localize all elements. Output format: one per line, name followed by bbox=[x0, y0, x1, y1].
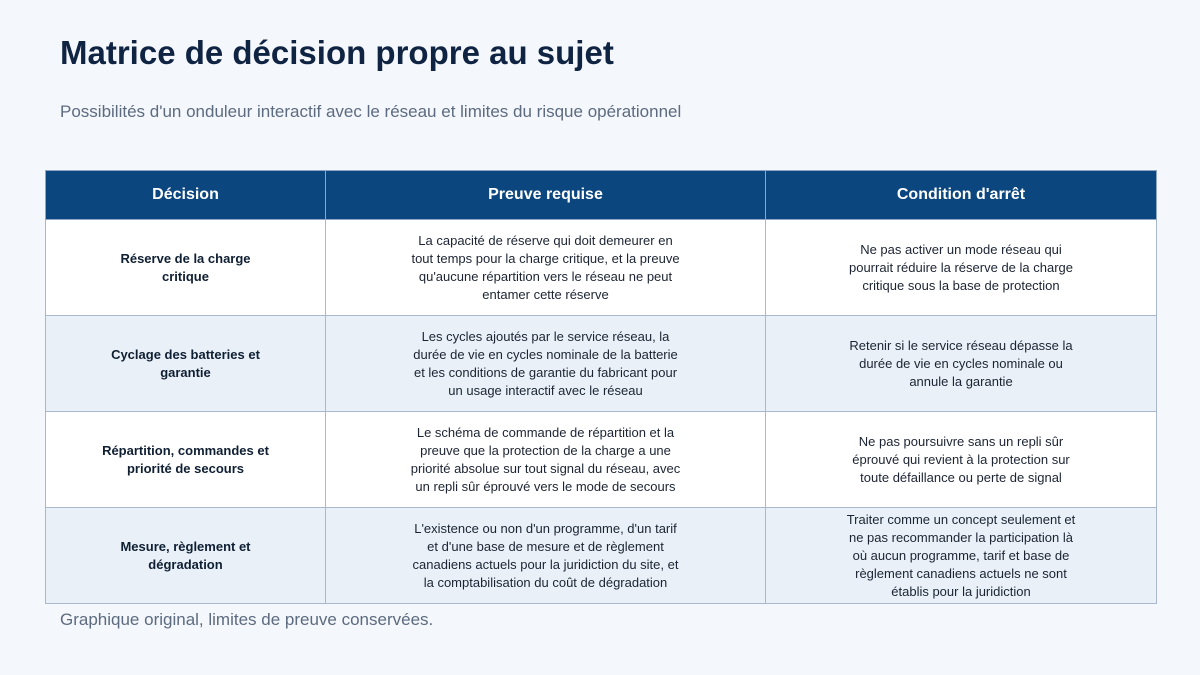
decision-text: Réserve de la charge critique bbox=[120, 250, 251, 284]
table-header-row bbox=[46, 171, 1157, 220]
stop-condition-text: Traiter comme un concept seulement et ne pas recommander la participation là où aucun programme, tarif et base de règlement canadiens actuels ne sont établis pour la juridiction bbox=[846, 511, 1076, 599]
evidence-cell bbox=[326, 220, 766, 316]
decision-text: Cyclage des batteries et garantie bbox=[111, 346, 260, 380]
page-title: Matrice de décision propre au sujet bbox=[60, 34, 614, 71]
stop-condition-text: Ne pas activer un mode réseau qui pourrait réduire la réserve de la charge critique sous la base de protection bbox=[848, 241, 1073, 293]
footer-note: Graphique original, limites de preuve conservées. bbox=[60, 610, 434, 629]
evidence-text: Les cycles ajoutés par le service réseau, la durée de vie en cycles nominale de la batterie et les conditions de garantie du fabricant pour un usage interactif avec le réseau bbox=[413, 328, 678, 398]
page-subtitle: Possibilités d'un onduleur interactif avec le réseau et limites du risque opérationnel bbox=[60, 102, 682, 121]
decision-matrix-table bbox=[45, 170, 1157, 604]
table-row bbox=[46, 220, 1157, 316]
column-header-evidence: Preuve requise bbox=[326, 171, 766, 220]
stop-condition-cell bbox=[766, 220, 1157, 316]
decision-cell bbox=[46, 508, 326, 604]
evidence-cell bbox=[326, 316, 766, 412]
stop-condition-cell bbox=[766, 316, 1157, 412]
evidence-text: Le schéma de commande de répartition et la preuve que la protection de la charge a une priorité absolue sur tout signal du réseau, avec un repli sûr éprouvé vers le mode de secours bbox=[410, 424, 681, 494]
stop-condition-text: Retenir si le service réseau dépasse la durée de vie en cycles nominale ou annule la garantie bbox=[849, 337, 1073, 389]
table-row bbox=[46, 316, 1157, 412]
decision-text: Répartition, commandes et priorité de secours bbox=[102, 442, 269, 476]
table-row bbox=[46, 508, 1157, 604]
stop-condition-text: Ne pas poursuivre sans un repli sûr éprouvé qui revient à la protection sur toute défaillance ou perte de signal bbox=[852, 433, 1070, 485]
evidence-text: La capacité de réserve qui doit demeurer en tout temps pour la charge critique, et la preuve qu'aucune répartition vers le réseau ne peut entamer cette réserve bbox=[411, 232, 680, 302]
evidence-cell bbox=[326, 412, 766, 508]
stop-condition-cell bbox=[766, 412, 1157, 508]
evidence-cell bbox=[326, 508, 766, 604]
decision-cell bbox=[46, 316, 326, 412]
column-header-stop-condition: Condition d'arrêt bbox=[766, 171, 1157, 220]
column-header-decision: Décision bbox=[46, 171, 326, 220]
evidence-text: L'existence ou non d'un programme, d'un tarif et d'une base de mesure et de règlement canadiens actuels pour la juridiction du site, et la comptabilisation du coût de dégradation bbox=[412, 520, 679, 590]
stop-condition-cell bbox=[766, 508, 1157, 604]
decision-cell bbox=[46, 412, 326, 508]
decision-cell bbox=[46, 220, 326, 316]
decision-text: Mesure, règlement et dégradation bbox=[120, 538, 251, 572]
table-row bbox=[46, 412, 1157, 508]
